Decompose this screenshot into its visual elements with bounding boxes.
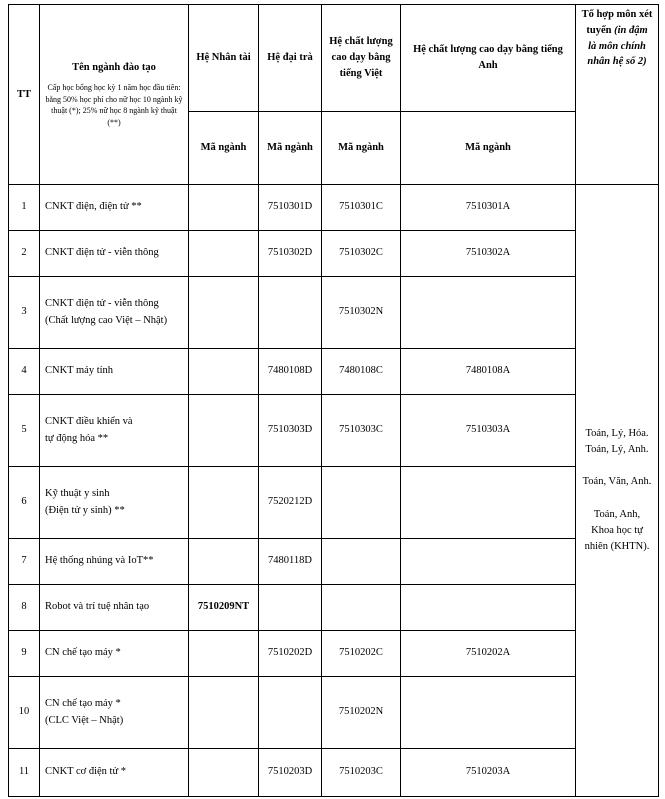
- table-row: [9, 185, 659, 231]
- table-row: [9, 231, 659, 277]
- code-talent: [189, 467, 259, 539]
- code-hq-en: 7510203A: [401, 749, 576, 797]
- program-name: Robot và trí tuệ nhân tạo: [40, 585, 189, 631]
- code-talent: [189, 677, 259, 749]
- code-talent: [189, 631, 259, 677]
- table-row: [9, 677, 659, 749]
- code-hq-en: 7510202A: [401, 631, 576, 677]
- code-hq-vn: 7480108C: [322, 349, 401, 395]
- program-name: CNKT điện tử - viễn thông (Chất lượng cao Việt – Nhật): [40, 277, 189, 349]
- code-hq-vn: [322, 585, 401, 631]
- program-name: CNKT điện, điện tử **: [40, 185, 189, 231]
- code-hq-vn: [322, 539, 401, 585]
- combo-1: Toán, Lý, Hóa.: [585, 427, 649, 439]
- program-name: CNKT cơ điện tử *: [40, 749, 189, 797]
- code-hq-vn: [322, 467, 401, 539]
- row-tt: 8: [9, 585, 40, 631]
- code-hq-en: [401, 467, 576, 539]
- table-row: [9, 349, 659, 395]
- code-standard: 7510203D: [259, 749, 322, 797]
- code-standard: 7510301D: [259, 185, 322, 231]
- combo-cell: [576, 185, 659, 797]
- code-standard: 7480118D: [259, 539, 322, 585]
- header-hq-english: Hệ chất lượng cao dạy bằng tiếng Anh: [401, 5, 576, 112]
- code-hq-vn: 7510303C: [322, 395, 401, 467]
- program-name-label: Tên ngành đào tạo: [72, 62, 156, 74]
- code-hq-vn-label: Mã ngành: [322, 112, 401, 185]
- code-talent: [189, 539, 259, 585]
- code-talent: [189, 185, 259, 231]
- table-row: [9, 395, 659, 467]
- row-tt: 4: [9, 349, 40, 395]
- row-tt: 7: [9, 539, 40, 585]
- program-name: CN chế tạo máy *: [40, 631, 189, 677]
- row-tt: 11: [9, 749, 40, 797]
- table-row: [9, 539, 659, 585]
- scholarship-note: Cấp học bổng học kỳ 1 năm học đầu tiên: bằng 50% học phí cho nữ học 10 ngành kỹ thuật (*); 25% nữ học 8 ngành kỹ thuật (**): [45, 83, 183, 127]
- header-standard: Hệ đại trà: [259, 5, 322, 112]
- row-tt: 10: [9, 677, 40, 749]
- code-hq-en: 7510303A: [401, 395, 576, 467]
- program-name: CNKT máy tính: [40, 349, 189, 395]
- admission-table: [8, 4, 659, 797]
- combo-2: Toán, Lý, Anh.: [585, 443, 649, 455]
- row-tt: 3: [9, 277, 40, 349]
- row-tt: 5: [9, 395, 40, 467]
- code-standard: [259, 585, 322, 631]
- table-row: [9, 585, 659, 631]
- program-name: Kỹ thuật y sinh (Điện tử y sinh) **: [40, 467, 189, 539]
- code-talent: 7510209NT: [189, 585, 259, 631]
- code-talent: [189, 349, 259, 395]
- table-row: [9, 277, 659, 349]
- code-hq-vn: 7510203C: [322, 749, 401, 797]
- code-hq-en: [401, 539, 576, 585]
- code-standard: 7520212D: [259, 467, 322, 539]
- program-name: CNKT điều khiển và tự động hóa **: [40, 395, 189, 467]
- code-hq-en: 7510302A: [401, 231, 576, 277]
- code-standard: 7480108D: [259, 349, 322, 395]
- combo-note: (in đậm là môn chính nhân hệ số 2): [587, 24, 648, 68]
- header-hq-vietnamese: Hệ chất lượng cao dạy bằng tiếng Việt: [322, 5, 401, 112]
- row-tt: 9: [9, 631, 40, 677]
- code-hq-en: [401, 277, 576, 349]
- code-standard: 7510202D: [259, 631, 322, 677]
- code-standard-label: Mã ngành: [259, 112, 322, 185]
- code-talent: [189, 749, 259, 797]
- code-talent-label: Mã ngành: [189, 112, 259, 185]
- code-standard: 7510302D: [259, 231, 322, 277]
- table-row: [9, 631, 659, 677]
- code-hq-vn: 7510202N: [322, 677, 401, 749]
- combo-title: Tổ hợp môn xét tuyển: [581, 9, 653, 36]
- code-hq-en-label: Mã ngành: [401, 112, 576, 185]
- code-standard: [259, 677, 322, 749]
- code-hq-vn: 7510202C: [322, 631, 401, 677]
- program-name: Hệ thống nhúng và IoT**: [40, 539, 189, 585]
- header-program-name: [40, 5, 189, 185]
- row-tt: 1: [9, 185, 40, 231]
- code-standard: [259, 277, 322, 349]
- program-name: CNKT điện tử - viễn thông: [40, 231, 189, 277]
- code-hq-en: 7510301A: [401, 185, 576, 231]
- code-talent: [189, 277, 259, 349]
- row-tt: 6: [9, 467, 40, 539]
- program-name: CN chế tạo máy * (CLC Việt – Nhật): [40, 677, 189, 749]
- code-hq-en: [401, 677, 576, 749]
- combo-4: Toán, Anh, Khoa học tự nhiên (KHTN).: [584, 508, 650, 553]
- code-hq-vn: 7510302N: [322, 277, 401, 349]
- table-row: [9, 467, 659, 539]
- code-talent: [189, 395, 259, 467]
- table-row: [9, 749, 659, 797]
- code-hq-en: 7480108A: [401, 349, 576, 395]
- code-hq-vn: 7510302C: [322, 231, 401, 277]
- row-tt: 2: [9, 231, 40, 277]
- code-talent: [189, 231, 259, 277]
- combo-3: Toán, Văn, Anh.: [582, 476, 652, 488]
- code-standard: 7510303D: [259, 395, 322, 467]
- code-hq-en: [401, 585, 576, 631]
- header-combo: [576, 5, 659, 185]
- header-talent: Hệ Nhân tài: [189, 5, 259, 112]
- code-hq-vn: 7510301C: [322, 185, 401, 231]
- header-tt: TT: [9, 5, 40, 185]
